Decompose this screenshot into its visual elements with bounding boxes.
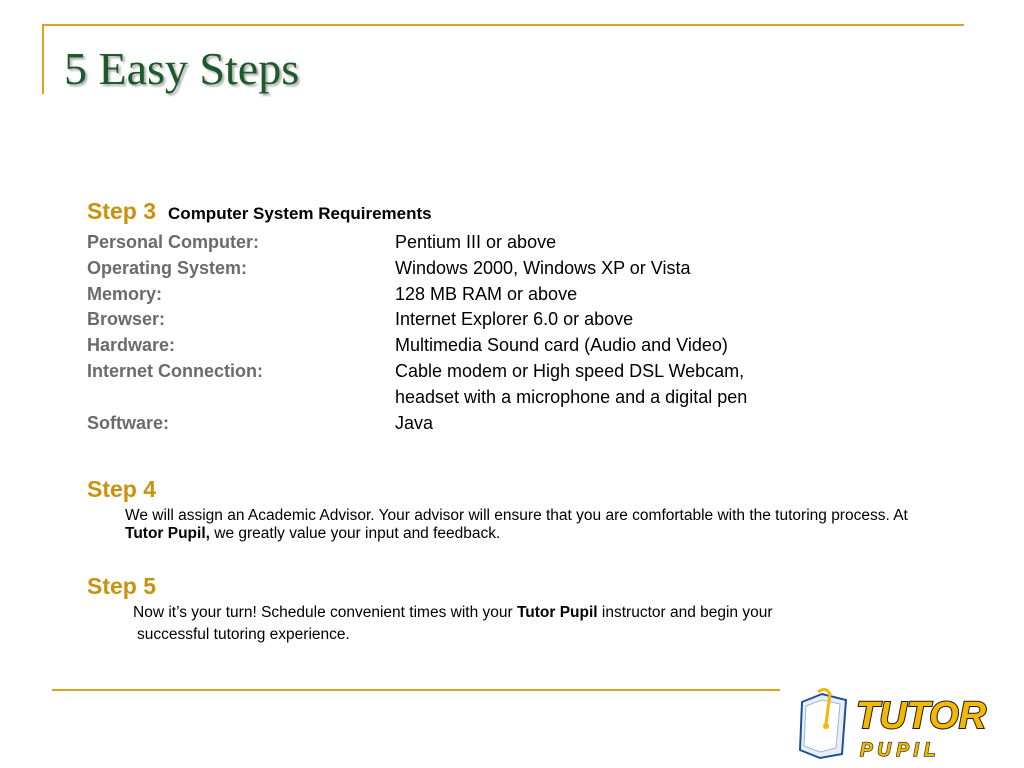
requirement-value: Pentium III or above	[395, 232, 557, 252]
requirement-label: Operating System:	[87, 257, 248, 278]
step3-subtitle: Computer System Requirements	[168, 204, 432, 223]
requirement-value: 128 MB RAM or above	[395, 283, 578, 304]
step4-section	[87, 476, 907, 543]
step4-brand: Tutor Pupil,	[125, 525, 210, 543]
requirement-value: Multimedia Sound card (Audio and Video)	[395, 335, 728, 356]
slide-content	[87, 198, 907, 646]
step4-label: Step 4	[87, 476, 157, 503]
requirement-row	[87, 256, 907, 282]
requirement-value: Internet Explorer 6.0 or above	[395, 309, 634, 330]
requirement-row	[87, 385, 907, 411]
logo-wordmark: TUTOR	[856, 695, 987, 737]
top-vertical-rule	[42, 24, 44, 94]
requirement-row	[87, 333, 907, 359]
step3-label: Step 3	[87, 198, 157, 224]
requirement-label: Hardware:	[87, 335, 176, 356]
requirement-value: Java	[395, 412, 434, 433]
graduation-icon	[800, 689, 846, 758]
top-horizontal-rule	[42, 24, 964, 26]
step5-label: Step 5	[87, 573, 157, 600]
requirement-value: Windows 2000, Windows XP or Vista	[395, 257, 691, 278]
requirement-label: Internet Connection:	[87, 360, 263, 381]
step4-text-after: we greatly value your input and feedback.	[209, 525, 501, 543]
requirement-value: Cable modem or High speed DSL Webcam,	[395, 360, 745, 381]
step5-text-before: Now it’s your turn! Schedule convenient times with your	[133, 604, 517, 622]
requirement-label: Personal Computer:	[87, 232, 260, 252]
requirement-label	[87, 385, 395, 411]
requirement-row	[87, 230, 907, 256]
requirement-value: headset with a microphone and a digital pen	[395, 386, 748, 407]
step4-text-before: We will assign an Academic Advisor. Your advisor will ensure that you are comfortable with the tutoring process. At	[125, 507, 908, 525]
step5-paragraph	[133, 602, 913, 646]
requirement-label: Browser:	[87, 309, 166, 330]
step5-line2: successful tutoring experience.	[137, 626, 350, 644]
slide-title: 5 Easy Steps	[64, 43, 300, 94]
requirement-row	[87, 411, 907, 437]
step3-header	[87, 198, 907, 230]
requirement-label: Memory:	[87, 283, 163, 304]
bottom-rule	[52, 689, 780, 691]
requirement-row	[87, 282, 907, 308]
step5-text-after: instructor and begin your	[597, 604, 773, 622]
logo-subword: P U P I L	[860, 740, 936, 761]
step5-brand: Tutor Pupil	[516, 604, 598, 622]
requirements-list	[87, 230, 907, 436]
requirement-row	[87, 307, 907, 333]
step4-paragraph	[125, 507, 915, 543]
requirement-label: Software:	[87, 412, 170, 433]
step5-section	[87, 573, 907, 646]
tutor-pupil-logo	[796, 684, 1010, 764]
requirement-row	[87, 359, 907, 385]
